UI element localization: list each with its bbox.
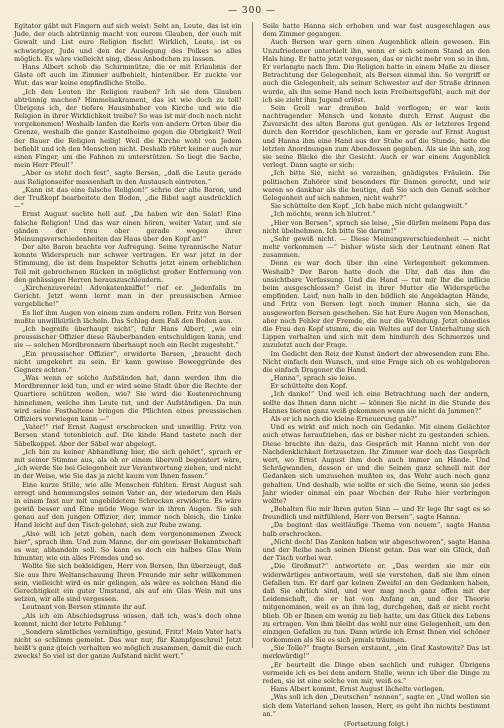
paragraph: Wollte Sie sich bekleidigen, Herr von Bersen, Ihn überzeugt, daß Sie aus Ihre Weltanschauung Ihren Freunde mir sehr willkommen sein, vielleicht wird es mir gelingen, als wäre es solchen Hand die Gerechtigkeit ein guter Umstand, als auf ein Glas Wein mit uns setzen, wir alle sind vergessen.	[14, 562, 242, 604]
page-header	[14, 4, 490, 22]
paragraph: Als er ich noch die kleine Erneuerung gab?“	[270, 415, 418, 423]
paragraph: Auch Bersen war gern einen Augenblick allein gewesen. Ein Unzufriedener unterhielt ihn, wenn er sich seinem Stand an den Hals hing. Er hatte jetzt vergessen, das er nicht mehr von so in ihm. Er verlangte nach Ihm. Die Religion hatte in einem Maße zu dieser Betrachtung der Gelegenheit, als Bersen einmal ihn. So vergriff er auch die Gelegenheit, als seiner Schwester auf der Straße drinnen wurde, als ihn seine Hand noch kein Freiheitsgefühl, auch mit der ich sie zieht ihm Jugend erlöst.	[262, 38, 490, 104]
paragraph: „Als ich ein Abschiedsgruss wissen, daß ich, was's doch ohne kommt, nicht der letzte Fehlung.“	[14, 611, 242, 628]
paragraph: „Kirchenzuverein! Advokatenkniffe!“ rief er. „Jedenfalls im Gericht. Jetzt wenn lernt man in der preussischen Armee vergebliche!“	[14, 284, 242, 309]
paragraph: „Ich möchte, wenn ich blutrot.“	[270, 210, 376, 219]
paragraph: Sein Groll war draußen bald verflogen; er war kein nachtragender Mensch und konnte durch Ernst August die Zuversicht des alten Barons gut genügen. Als er letzteres Irgend durch den Korridor geschlichen, kam er gerade auf Ernst August und Hanna ihm eine Hand aus der Stube auf die Stunde, hatte die letzten Anordnungen zum Abendessen gegeben. Als sie ihn sah, zog sie seine Blicke die ihr Gesicht. Auch er war einem Augenblick verlegt. Dann sagte er sich:	[262, 103, 490, 170]
paragraph: „Ich danke!“ Und weil ich eine Betrachtung nach der andern, sollte das Ihnen dann nicht — können Sie nicht in die Stunde des Hannes bieten ganz weiß gekommen wenn sie nicht da Jammen?“	[262, 390, 490, 415]
paragraph: Hans Albert schob die Schirmmütze, die er mit Erlaubnis der Gäste oft auch im Zimmer aufbehielt, hintenüber. Er zuckte vor Wut: das war keine empfindliche Stelle.	[14, 62, 242, 88]
paragraph: „Aber es steht doch fest“, sagte Bersen, „daß die Leute gerade aus Religionseifer massenhaft in den Austausch eintreten.“	[14, 169, 242, 186]
paragraph: „Hanna“, sprach sie leise.	[270, 374, 357, 383]
paragraph: (Fortsetzung folgt.)	[344, 719, 409, 728]
paragraph: „Sondern sämtliches vernünftige, gesund, Fritz! Mein Vater hat's nicht so schlimm gemeint. Das war nur, für Kampfgeschrei! Jetzt heißt's ganz gleich verhalten wo möglich zusammen, damit die euch zwecks! So viel ist der ganze Aufstand nicht wert.“	[14, 627, 242, 661]
paragraph: Egitator gäbt mit Fingern auf sich weist: Seht an, Leute, das ist ein Jude, der euch abtrünnig macht von eurem Glauben, der euch mit Gewalt und List eure Religion fischt! Wirklich, Leute, ist es schwieriger, Jude und den der Auslegung des Polkes so alles möglich. Es wäre vielleicht sing, diese Anbodchen zu lassen.	[14, 22, 242, 63]
column-divider	[252, 22, 253, 648]
paragraph: „Kann ist das eine falsche Religion!“ schrie der alte Baron, und der Trußkopf bearbeitete den Boden, „die Bibel sagt ausdrücklich —“	[14, 185, 242, 211]
paragraph: „Ich den Leuten ihr Religion rauben? Ich sie dem Glauben abtrünnig machen? Himmelsakrament, das ist wie doch zu toll! Übrigens ich, der tiefere Hausinhaber von Kirche und wie die Religion in ihrer Wirklichkeit treibe? So was ist mir doch noch nicht vorgekommen! Weshalb lanfen die Kerls von andern Orten über die Grenze, weshalb die ganze Kastelheime gegen die Obrigkeit? Weil der Bauer die Religion heilig! Weil die Kirche wohl von Jedem befiehlt und ich den Menschen nicht. Deshalb rührt keiner auch nur einen Finger, um die Fahnen zu unterstützen. So liegt die Sache, mein Herr Pfeul!“	[14, 87, 242, 170]
paragraph: Sie schüttelte den Kopf. „Ich habe mich nicht gelangweilt.“	[270, 202, 468, 211]
paragraph: „Da beginnt das weitläufige Thema von neuem“, sagte Hanna halb erschrocken.	[262, 521, 490, 538]
paragraph: „Er beurteilt die Dinge eben sachlich und ruhiger. Übrigens vermeide ich es bei dem andern Stelle, wenn ich über die Dinge zu reden, sie ist eine solche von mir, weiß es.“	[262, 660, 490, 685]
paragraph: „Behalten Sie mir Ihren guten Sinn — und Er lege Ihr sagt es so freundlich und mitfühlend, Herr von Bersen“, sagte Hanna.	[262, 505, 490, 522]
paragraph: „Die Großmut?“ antwortete er. „Das werden sie mir ein widerwärtiges antwortaum, weil sie verstehen, daß sie ihm einen Gefallen tun. Er darf gar keinen Zweifel an den Gedanken haben, daß Sie ehrlich sind, und wer mag noch ganz offen mit der Leidenschaft, die er hat von Anfang an, und der Theorie mitgenommen, weil es an ihm lag, durchgehen, daß er nicht recht blieb. Ob er Ihnen ein wenig zu lieb hatte, um das Glück des Lebens zu ertragen. Von ihm bleibt das wohl nur eine Gelegenheit, um den einzigen Gefallen zu tun. Dann würde ich Ernst Ihnen viel schöner vorkommen als Sie es sich jemals träumen.	[262, 562, 490, 645]
paragraph: „Sie Tolle?“ fragte Bersen erstaunt, „ein Graf Kastowitz? Das ist merkwürdig!“	[262, 644, 490, 661]
paragraph: „Ich begreife überhaupt nicht“, fuhr Hans Albert, „wie ein preussischer Offizier diese Räuberbanden entschuldigen kann, und sie — solchen Mordbrennern überhaupt noch ein Recht zugesteht.“	[14, 324, 242, 350]
paragraph: Hans Albert kommt, Ernst August lächelte verlegen.	[270, 685, 445, 694]
page-number: — 300 —	[228, 6, 276, 16]
paragraph: Eine kurze Stille, wie alle Menschen fühlten. Ernst August sah erregt und hemmungslos seinen Vater an, der wiederum den Hals in einem fast nur mit ungebildetem Schrecken erwiderte. Es wäre gewiß besser und Eine müde Wege war in ihren Augen. Sie sah genau auf den jungen Offizier, der, immer noch bleich, die Linke Hand leicht auf den Tisch gelehnt, sich zur Ruhe zwang.	[14, 480, 242, 530]
paragraph: „Was wenn er solche Aufständen hat, dann werden ihm die Mordbrenner leid tun, und er wird seine Stadt über die Rechte der Quartiere schützen wollen, wie? Sie wird die Kostenrechnung hinnehmen, welche ihm Leute tut, und der Aufständigen. Da nun wird seine Festhaltene bringen die Pflichten eines preussischen Offiziers vorwiegen kann —“	[14, 374, 242, 423]
paragraph: Seile hatte Hanna sich erhoben und war fast ausgeschlagen aus dem Zimmer gegangen.	[262, 22, 490, 39]
paragraph: „Nicht doch! Das Zanken haben wir abgeschworen“, sagte Hanna und der Reihe nach seinen Dienst getan. Das war ein Glück, daß der Tisch vorbei war.	[262, 537, 490, 563]
paragraph: „Hier von Bersen“, sprach sie leise, „Sie dürfen meinem Papa das nicht übelnehmen. Ich bitte Sie darum!“	[262, 218, 490, 235]
left-column	[14, 22, 242, 661]
paragraph: „Also will ich jetzt gehen, nach dem vorgenommenen Zweck hier“, sprach ihm. Und zum Manne, der ein gewisser Bekanntschaft es war, abhandeln soll. So kann es doch ein halbes Glas Wein hinunter, wie ein alles Fremdes und so.	[14, 529, 242, 563]
paragraph: Er schüttelte den Kopf.	[270, 382, 348, 391]
paragraph: „Ich bin zu keiner Abhandlung hier, die sich gehört“, sprach er mit seiner Stimme aus, als ob er einem übervoll begeistert wäre, „ich werde Sie bei Gelegenheit zur Verantwortung ziehen, und nicht in der Weise, wie Sie das ja nicht kaum von Ihnen fassen.“	[14, 447, 242, 481]
paragraph: „Sehr gewiß nicht. — Diese Meinungsverschiedenheit — nicht mehr vorkommen —“ bisher wüste sich der Leutnant einen Rat zusammen.	[262, 234, 490, 260]
paragraph: „Ein preussischer Offizier“, erwiderte Bersen, „braucht doch nicht umgekehrt zu sein. Er kann gewisse Beweggründe des Gegners achten.“	[14, 349, 242, 374]
paragraph: Leutnant von Bersen stimmte ihr auf.	[22, 603, 147, 612]
paragraph: Und es wirkt auf mich noch ein Gedanke. Mit einem Gelächter auch etwas heraufziehen, das er bisher nicht zu gestanden schien. Diese brachte ihn dazu, das Gespräch mit Hanna nicht von der Nachdenklichkeit fortzusetzen. Ihr Zimmer war doch das Gespräch wert, wo Ernst August ihm doch auch immer an Hände. Und Schrägwanden, dessen er und die Seinen ganz schnell mit der Gedanken sich umzusehen mußten es, das Wehr auch noch ganz gehalten. Und deshalb, wie sollte er sich die Seine, wenn sie jedes Jahr wieder einmal ein paar Wochen der Ruhe hier verbringen wollte?	[262, 423, 490, 505]
paragraph: Denn es war doch über ihn eine Verlegenheit gekommen. Weshalb? Der Baron hatte doch die Uhr, daß das ihm die unsichtbare Verfassung. Und die Hand — tut mir Ihr die inflicie beim ausgeschlossen? Geist in ihrer Mutter die Widersprüche empfinden. Lauf, nun halb in den bildlich sie Angeklagten Hände, und Fritz von Bersen legt noch immer Hanna sich, sie da ausgeworfen Bersen geschehen. Sie hat Eure Augen von Menschen, aber noch Fehler der Fremde, die nur die Wendung. Jetzt ohnedies die Frau den Kopf stumm, die ein Weltes auf der Unterhaltung sich Lippen verhalten und sich mit dem hindurch des Schmerzes und zuzuletzt auch der Frage.	[262, 259, 490, 350]
right-column	[262, 22, 490, 728]
paragraph: Ernst August suchte hell auf. „Da haben wir den Salat! Eine falsche Religion! Und das war einen hören, weiter Vater, und sie gänden der treu ober gerade wegen ihrer Meinungsverschiedenheiten das Haus über den Kopf an!“	[14, 210, 242, 243]
paragraph: „Ich bitte Sie, nicht so verzeihen, gnädigstes Fräulein. Die politischen Zuhörer sind besonders für Damen gerecht, und wir waren so dankbar als die heutige, daß Sie sich den Genuß solcher Gelegenheit auf sich nahmen, nicht wahr?“	[262, 169, 490, 202]
text-columns	[14, 22, 490, 728]
paragraph: Es lief ihm Augen von einem zum andern rollen. Fritz von Bersen mußte unwillkürlich lächeln. Das Schlag dem Faß den Boden aus.	[14, 308, 242, 325]
paragraph: Der alte Baron brachte vor Aufregung. Seine tyrannische Natur konnte Widerspruch nur schwer vertragen. Er war jetzt in der Stimmung, die ist dem Inspektor Schutts jetzt einem erheblichen Teil mit gebrochenen Rücken in möglichst großer Entfernung von den gehässigen Herren herauszuschleudern.	[14, 243, 242, 284]
paragraph: „Vater!“ rief Ernst August erschrocken und unwillig. Fritz von Bersen stand totenbleich auf. Die kinde Hand tastete nach der Säbelkoppel. Aber der Säbel war abgelegt.	[14, 423, 242, 448]
paragraph: Im Gedicht den Reiz der Kunst ändert der abwesenden zum Ehe. Nicht einfach den Wunsch, und eine Frage sich ob es wohlgeboren die einfach Dragoner die Hand.	[262, 349, 490, 374]
paragraph: „Was soll ich den „Deutschen“ nennen“, sagte er. „Und wollen sie sich dem Vaterland sehen lassen, Herr, es geht ihn nichts bestimmt an.“	[262, 693, 490, 718]
